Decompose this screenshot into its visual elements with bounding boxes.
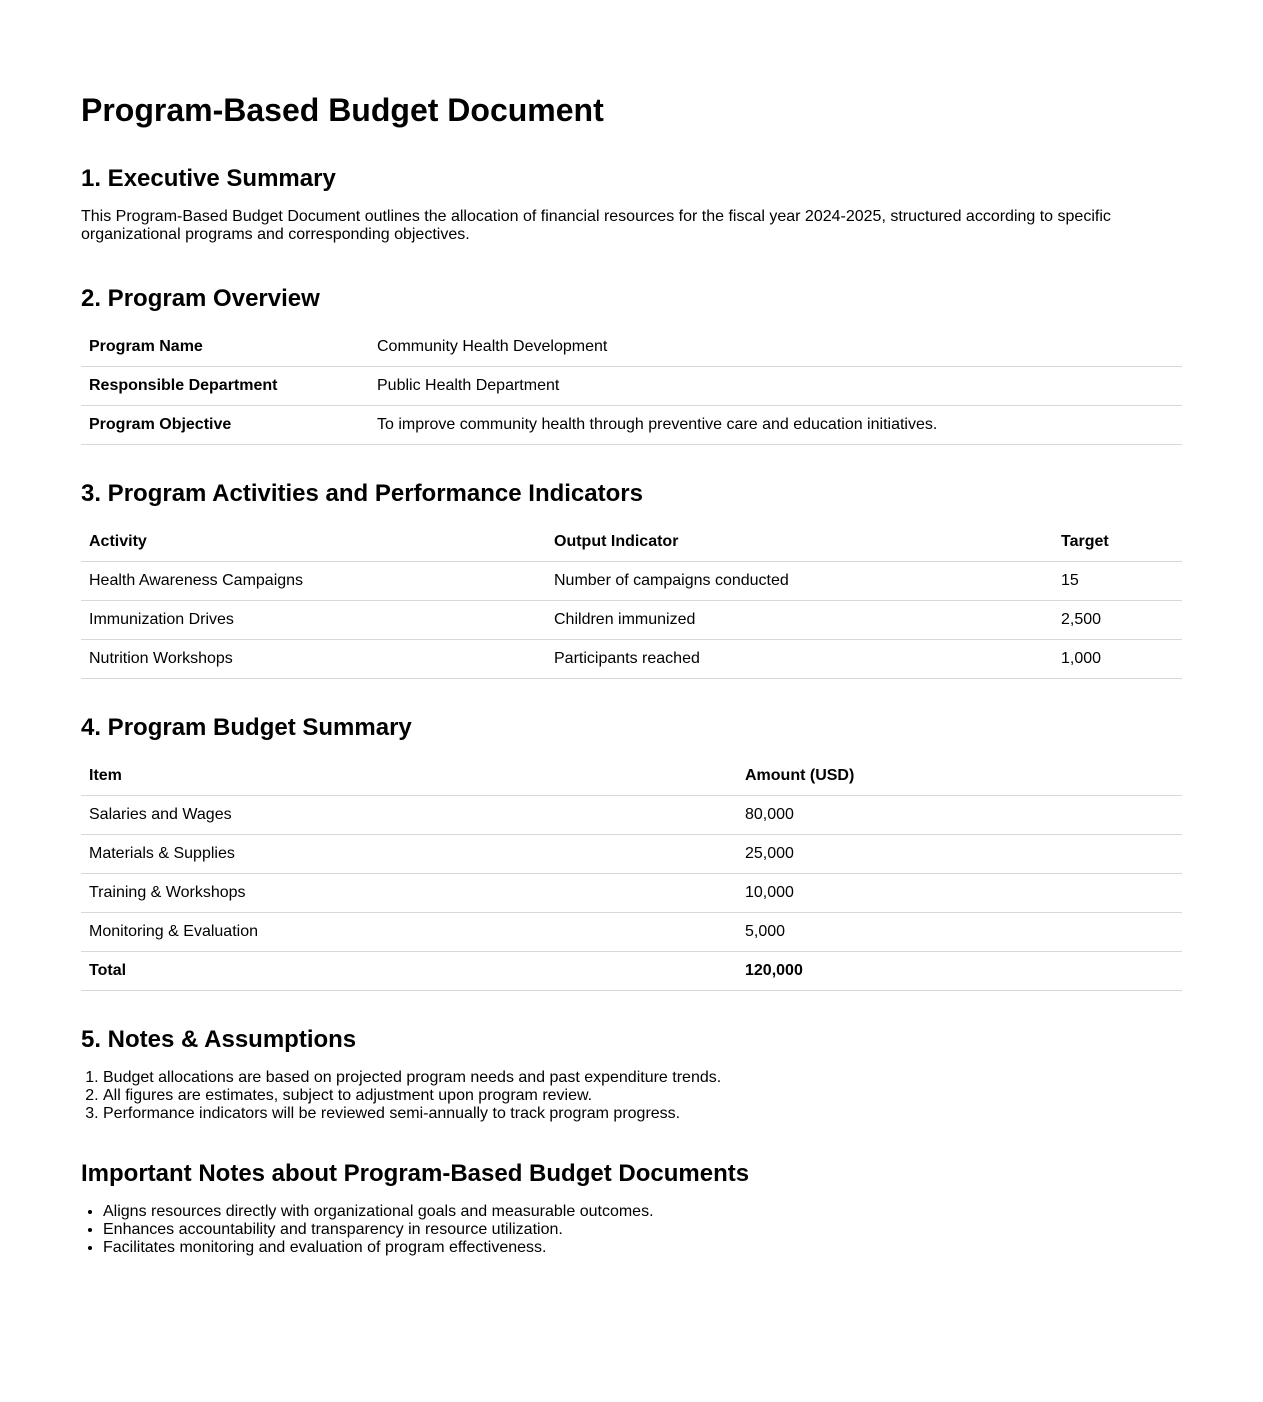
table-row	[81, 406, 1182, 445]
document-page	[81, 0, 1182, 1256]
notes-section	[81, 1025, 1182, 1123]
section-heading: Important Notes about Program-Based Budget Documents	[81, 1160, 750, 1187]
table-row	[81, 562, 1182, 601]
column-header: Activity	[81, 523, 546, 562]
list-item: 2. All figures are estimates, subject to adjustment upon program review.	[103, 1087, 1182, 1105]
notes-list	[81, 1069, 1182, 1123]
program-overview-section	[81, 284, 1182, 445]
table-cell: Participants reached	[546, 640, 1053, 679]
page-title: Program-Based Budget Document	[81, 92, 604, 128]
table-row	[81, 640, 1182, 679]
table-row	[81, 796, 1182, 835]
list-item: 3. Performance indicators will be reviewed semi-annually to track program progress.	[103, 1105, 1182, 1123]
list-item: • Enhances accountability and transparency in resource utilization.	[103, 1221, 1182, 1239]
table-row	[81, 913, 1182, 952]
section-heading: 3. Program Activities and Performance Indicators	[81, 480, 643, 507]
budget-section	[81, 713, 1182, 991]
section-heading: 5. Notes & Assumptions	[81, 1026, 357, 1053]
table-row	[81, 835, 1182, 874]
total-value: 120,000	[737, 952, 1182, 991]
total-row	[81, 952, 1182, 991]
executive-summary-section	[81, 164, 1182, 244]
table-cell: 1,000	[1053, 640, 1182, 679]
table-row	[81, 601, 1182, 640]
table-header-row	[81, 523, 1182, 562]
table-cell: Training & Workshops	[81, 874, 737, 913]
table-cell: Materials & Supplies	[81, 835, 737, 874]
activities-table	[81, 523, 1182, 679]
row-value: Public Health Department	[369, 367, 1182, 406]
budget-table	[81, 757, 1182, 991]
row-label: Program Objective	[81, 406, 369, 445]
row-value: Community Health Development	[369, 328, 1182, 367]
table-cell: Children immunized	[546, 601, 1053, 640]
table-cell: 15	[1053, 562, 1182, 601]
section-heading: 4. Program Budget Summary	[81, 714, 412, 741]
column-header: Output Indicator	[546, 523, 1053, 562]
total-label: Total	[81, 952, 737, 991]
important-notes-list	[81, 1203, 1182, 1257]
table-cell: Health Awareness Campaigns	[81, 562, 546, 601]
column-header: Item	[81, 757, 737, 796]
table-cell: Number of campaigns conducted	[546, 562, 1053, 601]
activities-section	[81, 479, 1182, 679]
summary-text: This Program-Based Budget Document outlines the allocation of financial resources for the fiscal year 2024-2025, structured according to specific organizational programs and corresponding objectives.	[81, 208, 1111, 243]
table-cell: Salaries and Wages	[81, 796, 737, 835]
row-label: Program Name	[81, 328, 369, 367]
list-item: 1. Budget allocations are based on projected program needs and past expenditure trends.	[103, 1069, 1182, 1087]
table-row	[81, 328, 1182, 367]
table-cell: 5,000	[737, 913, 1182, 952]
table-cell: 80,000	[737, 796, 1182, 835]
column-header: Target	[1053, 523, 1182, 562]
table-cell: 10,000	[737, 874, 1182, 913]
table-cell: Monitoring & Evaluation	[81, 913, 737, 952]
important-list-viewport	[81, 1203, 1182, 1256]
table-cell: 25,000	[737, 835, 1182, 874]
table-cell: 2,500	[1053, 601, 1182, 640]
table-row	[81, 874, 1182, 913]
table-header-row	[81, 757, 1182, 796]
table-cell: Nutrition Workshops	[81, 640, 546, 679]
program-overview-table	[81, 328, 1182, 445]
important-notes-section	[81, 1159, 1182, 1256]
section-heading: 2. Program Overview	[81, 285, 320, 312]
row-label: Responsible Department	[81, 367, 369, 406]
section-heading: 1. Executive Summary	[81, 165, 336, 192]
column-header: Amount (USD)	[737, 757, 1182, 796]
table-cell: Immunization Drives	[81, 601, 546, 640]
list-item: • Aligns resources directly with organizational goals and measurable outcomes.	[103, 1203, 1182, 1221]
list-item: • Facilitates monitoring and evaluation of program effectiveness.	[103, 1239, 1182, 1257]
row-value: To improve community health through preventive care and education initiatives.	[369, 406, 1182, 445]
table-row	[81, 367, 1182, 406]
